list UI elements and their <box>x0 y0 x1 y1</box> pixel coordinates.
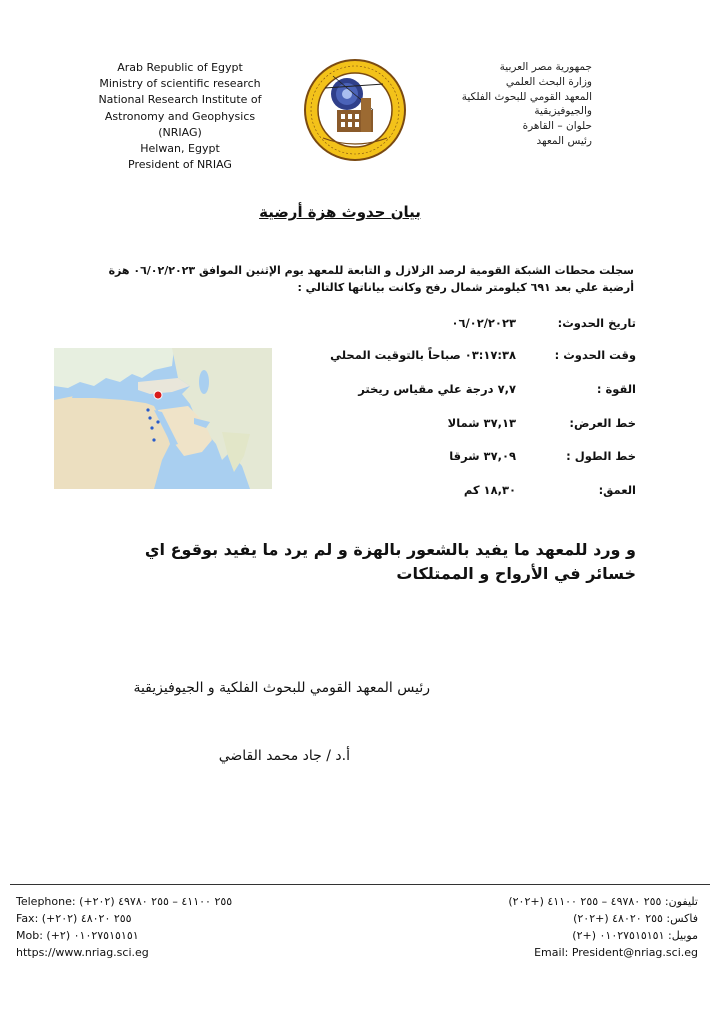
detail-label: خط العرض: <box>569 416 636 430</box>
letterhead-line: Helwan, Egypt <box>140 142 220 156</box>
footer-english-contacts <box>16 893 336 961</box>
letterhead-line: جمهورية مصر العربية <box>499 61 592 73</box>
letterhead-line: والجيوفيزيقية <box>534 105 592 118</box>
detail-row-longitude <box>216 449 636 467</box>
letterhead-line: وزارة البحث العلمي <box>505 75 592 88</box>
footer-arabic-contacts <box>470 893 698 961</box>
footer-telephone: Telephone: (+٢٠٢) ٢٥٥ ٤١١٠٠ – ٢٥٥ ٤٩٧٨٠ <box>16 895 233 908</box>
footer-website-link[interactable]: https://www.nriag.sci.eg <box>16 946 149 959</box>
arabic-letterhead <box>452 60 592 149</box>
detail-value: ٠٦/٠٢/٢٠٢٣ <box>451 316 516 330</box>
letterhead-line: National Research Institute of <box>98 93 262 107</box>
nriag-seal-icon <box>303 58 407 162</box>
footer-fax: Fax: (+٢٠٢) ٢٥٥ ٤٨٠٢٠ <box>16 912 132 925</box>
detail-label: خط الطول : <box>566 449 636 463</box>
detail-label: العمق: <box>598 483 636 497</box>
intro-paragraph: سجلت محطات الشبكة القومية لرصد الزلازل و التابعة للمعهد يوم الإثنين الموافق ٠٦/٠٢/٢٠٢٣ هزة أرضية علي بعد ٦٩١ كيلومتر شمال رفح وكانت بياناتها كالتالي : <box>108 264 634 294</box>
detail-value: ٠٣:١٧:٣٨ صباحاً بالتوقيت المحلي <box>330 348 516 362</box>
letterhead-line: Astronomy and Geophysics <box>104 109 256 123</box>
detail-label: وقت الحدوث : <box>554 348 636 362</box>
epicenter-map-icon <box>54 348 272 489</box>
footer-mobile: موبيل: ٠١٠٢٧٥١٥١٥١ (+٢) <box>572 929 698 942</box>
letterhead-line: حلوان – القاهرة <box>522 120 592 133</box>
letterhead-line: رئيس المعهد <box>536 134 592 147</box>
english-letterhead <box>70 60 290 173</box>
detail-row-time <box>216 348 636 366</box>
detail-value: ٣٧,١٣ شمالا <box>447 416 516 430</box>
detail-row-latitude <box>216 416 636 434</box>
detail-value: ٣٧,٠٩ شرقا <box>449 449 516 463</box>
detail-row-date <box>216 316 636 334</box>
footer-mobile: Mob: (+٢) ٠١٠٢٧٥١٥١٥١ <box>16 929 139 942</box>
felt-report-statement: و ورد للمعهد ما يفيد بالشعور بالهزة و لم يرد ما يفيد بوقوع اي خسائر في الأرواح و الممتلكات <box>144 540 636 583</box>
detail-value: ١٨,٣٠ كم <box>463 483 516 497</box>
letterhead-line: Arab Republic of Egypt <box>117 61 243 74</box>
letterhead-line: Ministry of scientific research <box>99 77 261 91</box>
footer-email-link[interactable]: Email: President@nriag.sci.eg <box>534 946 698 959</box>
signatory-role: رئيس المعهد القومي للبحوث الفلكية و الجيوفيزيقية <box>133 680 430 696</box>
detail-row-magnitude <box>216 382 636 400</box>
detail-label: تاريخ الحدوث: <box>557 316 636 330</box>
detail-row-depth <box>216 483 636 501</box>
detail-value: ٧,٧ درجة علي مقياس ريختر <box>358 382 516 396</box>
document-title: بيان حدوث هزة أرضية <box>259 203 421 221</box>
footer-telephone: تليفون: ٢٥٥ ٤٩٧٨٠ – ٢٥٥ ٤١١٠٠ (+٢٠٢) <box>508 895 698 908</box>
signatory-name: أ.د / جاد محمد القاضي <box>218 748 350 764</box>
footer-fax: فاكس: ٢٥٥ ٤٨٠٢٠ (+٢٠٢) <box>573 912 698 925</box>
letterhead-line: المعهد القومي للبحوث الفلكية <box>461 90 592 103</box>
letterhead-line: (NRIAG) <box>158 125 202 139</box>
footer-divider <box>10 884 710 885</box>
detail-label: القوة : <box>596 382 636 396</box>
letterhead-line: President of NRIAG <box>128 158 232 172</box>
